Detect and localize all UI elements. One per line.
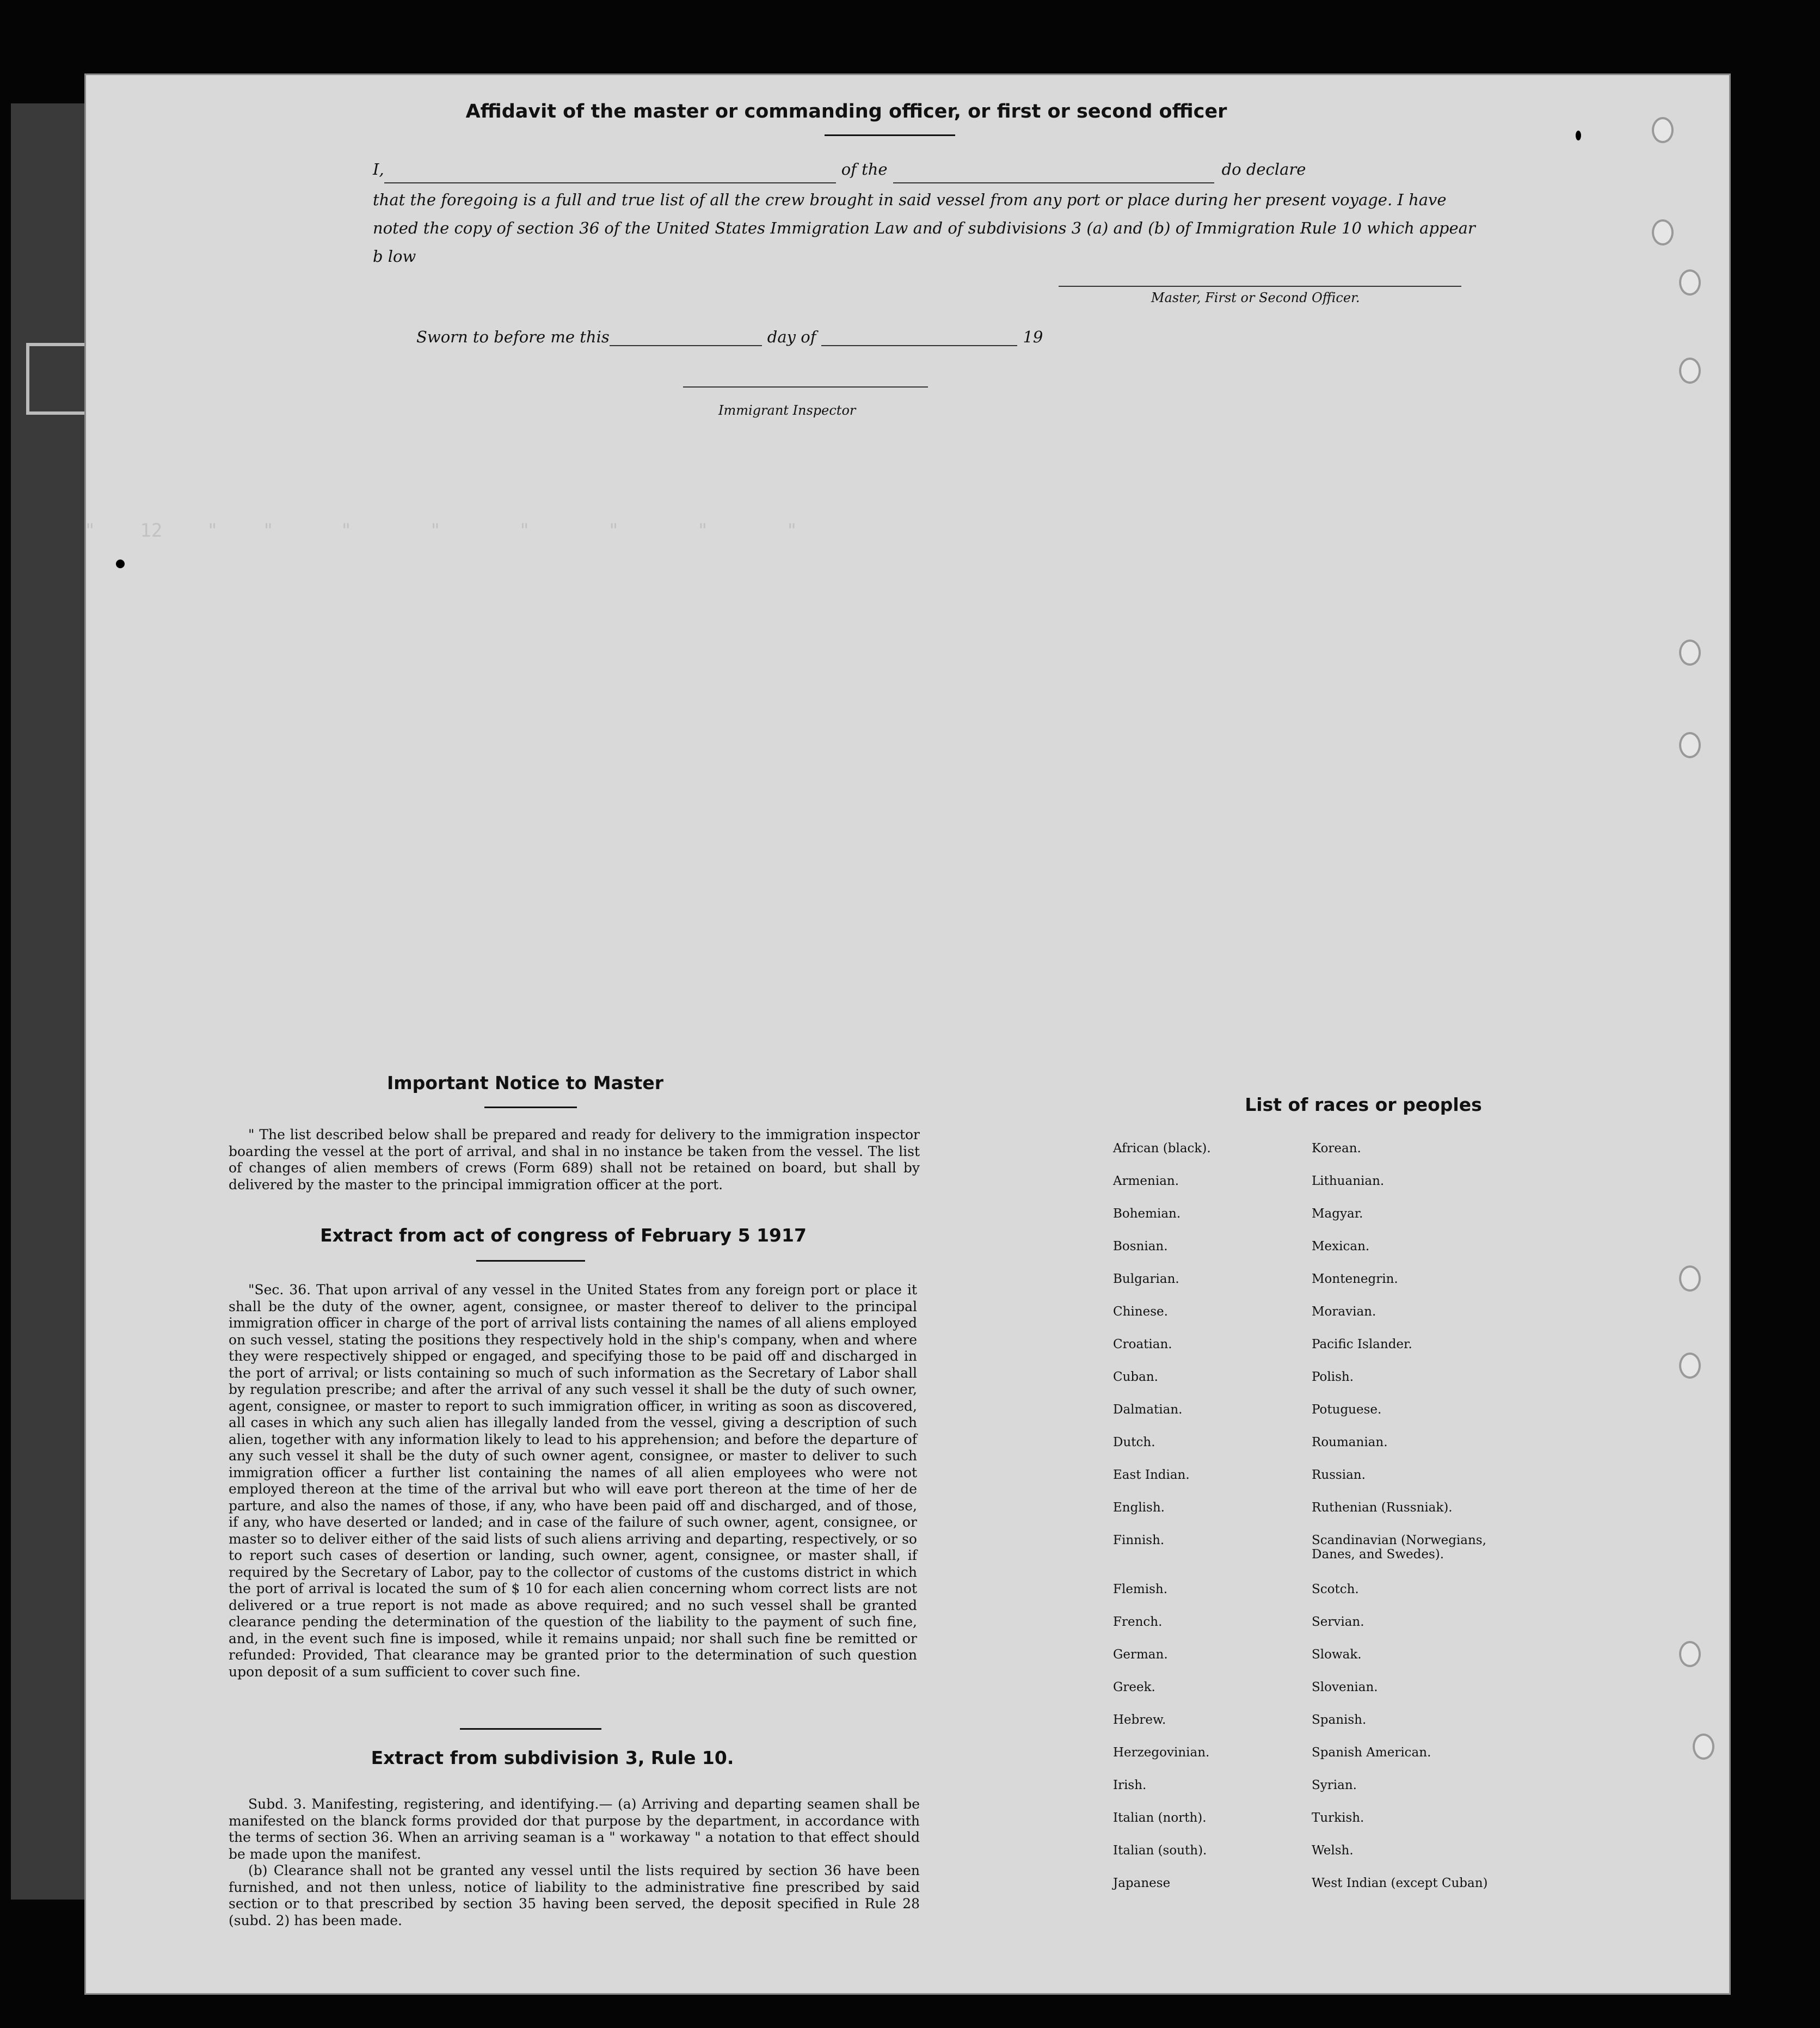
sworn-line xyxy=(416,327,1043,346)
race-item: African (black). xyxy=(1113,1141,1211,1156)
race-item: East Indian. xyxy=(1113,1468,1190,1482)
sworn-label: Sworn to before me this xyxy=(416,328,610,346)
title-rule xyxy=(825,134,955,136)
notice-paragraph: " The list described below shall be prepared and ready for delivery to the immigration inspector boarding the vessel at the port of arrival, and shal in no instance be taken from the vessel. The list of changes of alien members of crews (Form 689) shall not be retained on board, but shall by delivered by the master to the principal immigration officer at the port. xyxy=(229,1127,920,1193)
affidavit-body: that the foregoing is a full and true list of all the crew brought in said vessel from any port or place during her present voyage. I have noted the copy of section 36 of the United States Immigration Law and of subdivisions 3 (a) and (b) of Immigration Rule 10 which appear b low xyxy=(373,190,1475,266)
race-item: Servian. xyxy=(1312,1615,1364,1629)
race-item: English. xyxy=(1113,1501,1165,1515)
race-item: Finnish. xyxy=(1113,1533,1165,1547)
act-extract-text xyxy=(229,1282,917,1680)
vessel-name-field[interactable] xyxy=(893,164,1214,183)
race-item: Flemish. xyxy=(1113,1582,1168,1596)
rule-extract-title: Extract from subdivision 3, Rule 10. xyxy=(371,1747,734,1768)
race-item: Russian. xyxy=(1312,1468,1366,1482)
race-item: Polish. xyxy=(1312,1370,1354,1384)
race-item: Mexican. xyxy=(1312,1239,1370,1253)
act-extract-rule xyxy=(476,1260,585,1262)
binder-hole xyxy=(1679,358,1701,384)
race-item: Turkish. xyxy=(1312,1811,1364,1825)
race-item: Montenegrin. xyxy=(1312,1272,1398,1286)
declare-label: do declare xyxy=(1221,160,1306,179)
inspector-caption: Immigrant Inspector xyxy=(718,403,856,418)
race-item: Cuban. xyxy=(1113,1370,1158,1384)
inspector-signature-line[interactable] xyxy=(683,386,928,388)
race-item: Herzegovinian. xyxy=(1113,1746,1210,1760)
i-label: I, xyxy=(373,160,384,179)
race-item: Spanish. xyxy=(1312,1713,1367,1727)
race-item: Dutch. xyxy=(1113,1435,1155,1449)
signature-line[interactable] xyxy=(1059,286,1461,287)
affidavit-declaration-line xyxy=(373,155,1489,183)
race-item: Greek. xyxy=(1113,1680,1155,1694)
signature-caption: Master, First or Second Officer. xyxy=(1151,290,1360,305)
rule-extract-text xyxy=(229,1796,920,1929)
notice-title: Important Notice to Master xyxy=(387,1072,663,1093)
rule-extract-divider xyxy=(460,1728,601,1730)
affidavit-title: Affidavit of the master or commanding officer, or first or second officer xyxy=(465,101,1227,122)
binder-hole xyxy=(1679,269,1701,296)
bleed-through-row: " 12 " " " " " " " " xyxy=(84,520,798,542)
race-item: Syrian. xyxy=(1312,1778,1357,1792)
master-name-field[interactable] xyxy=(384,164,836,183)
race-item: Slovenian. xyxy=(1312,1680,1378,1694)
race-item: Spanish American. xyxy=(1312,1746,1431,1760)
race-item: Bohemian. xyxy=(1113,1207,1181,1221)
race-item: Potuguese. xyxy=(1312,1403,1382,1417)
race-item: Scotch. xyxy=(1312,1582,1359,1596)
race-item: French. xyxy=(1113,1615,1163,1629)
race-item: Hebrew. xyxy=(1113,1713,1166,1727)
race-item: Pacific Islander. xyxy=(1312,1337,1412,1351)
ink-mark xyxy=(1576,131,1581,140)
race-item: Bosnian. xyxy=(1113,1239,1168,1253)
binder-hole xyxy=(1679,1641,1701,1667)
ink-dot xyxy=(116,560,125,568)
race-item: Irish. xyxy=(1113,1778,1147,1792)
binder-hole xyxy=(1652,219,1674,245)
sworn-month-field[interactable] xyxy=(821,327,1017,346)
race-item: Italian (south). xyxy=(1113,1843,1207,1858)
race-item: Roumanian. xyxy=(1312,1435,1388,1449)
races-title: List of races or peoples xyxy=(1245,1094,1482,1115)
sworn-day-field[interactable] xyxy=(610,327,762,346)
race-item: Croatian. xyxy=(1113,1337,1172,1351)
manifest-back-page xyxy=(84,73,1731,1995)
binder-hole xyxy=(1679,732,1701,758)
underlying-page-edge xyxy=(11,103,93,1900)
race-item: Korean. xyxy=(1312,1141,1361,1156)
notice-text xyxy=(229,1127,920,1193)
binder-hole xyxy=(1693,1734,1714,1760)
race-item: Dalmatian. xyxy=(1113,1403,1183,1417)
act-extract-title: Extract from act of congress of February 5 1917 xyxy=(320,1225,807,1246)
race-item: Moravian. xyxy=(1312,1305,1376,1319)
act-extract-paragraph: "Sec. 36. That upon arrival of any vessel in the United States from any foreign port or place it shall be the duty of the owner, agent, consignee, or master thereof to deliver to the principal immigration officer in charge of the port of arrival lists containing the names of all aliens employed on such vessel, stating the positions they respectively hold in the ship's company, when and where they were respectively shipped or engaged, and specifying those to be paid off and discharged in the port of arrival; or lists containing so much of such information as the Secretary of Labor shall by regulation prescribe; and after the arrival of any such vessel it shall be the duty of such owner, agent, consignee, or master to report to such immigration officer, in writing as soon as discovered, all cases in which any such alien has illegally landed from the vessel, giving a description of such alien, together with any information likely to lead to his apprehension; and before the departure of any such vessel it shall be the duty of such owner agent, consignee, or master to deliver to such immigration officer a further list containing the names of all alien employees who were not employed thereon at the time of the arrival but who will eave port thereon at the time of her de parture, and also the names of those, if any, who have been paid off and discharged, and of those, if any, who have deserted or landed; and in case of the failure of such owner, agent, consignee, or master so to deliver either of the said lists of such aliens arriving and departing, respectively, or so to report such cases of desertion or landing, such owner, agent, consignee, or master shall, if required by the Secretary of Labor, pay to the collector of customs of the customs district in which the port of arrival is located the sum of $ 10 for each alien concerning whom correct lists are not delivered or a true report is not made as above required; and no such vessel shall be granted clearance pending the determination of the question of the liability to the payment of such fine, and, in the event such fine is imposed, while it remains unpaid; nor shall such fine be remitted or refunded: Provided, That clearance may be granted prior to the determination of such question upon deposit of a sum sufficient to cover such fine. xyxy=(229,1282,917,1680)
race-item: Bulgarian. xyxy=(1113,1272,1179,1286)
race-item: Slowak. xyxy=(1312,1648,1362,1662)
race-item: Italian (north). xyxy=(1113,1811,1207,1825)
race-item: Ruthenian (Russniak). xyxy=(1312,1501,1453,1515)
rule-extract-para-b: (b) Clearance shall not be granted any vessel until the lists required by section 36 have been furnished, and not then unless, notice of liability to the administrative fine prescribed by said section or to that prescribed by section 35 having been served, the deposit specified in Rule 28 (subd. 2) has been made. xyxy=(229,1863,920,1928)
affidavit-text xyxy=(373,155,1489,271)
race-item: Chinese. xyxy=(1113,1305,1168,1319)
race-item: Armenian. xyxy=(1113,1174,1179,1188)
race-item: German. xyxy=(1113,1648,1168,1662)
binder-hole xyxy=(1679,1353,1701,1379)
binder-hole xyxy=(1652,117,1674,143)
binder-hole xyxy=(1679,1265,1701,1292)
notice-rule xyxy=(484,1107,577,1108)
race-item: Lithuanian. xyxy=(1312,1174,1385,1188)
day-of-label: day of xyxy=(767,328,816,346)
race-item: Scandinavian (Norwegians, Danes, and Swedes). xyxy=(1312,1533,1486,1562)
race-item: Welsh. xyxy=(1312,1843,1354,1858)
binder-hole xyxy=(1679,640,1701,666)
race-item: Japanese xyxy=(1113,1876,1171,1890)
rule-extract-para-a: Subd. 3. Manifesting, registering, and identifying.— (a) Arriving and departing seamen shall be manifested on the blanck forms provided dor that purpose by the department, in accordance with the terms of section 36. When an arriving seaman is a " workaway " a notation to that effect should be made upon the manifest. xyxy=(229,1796,920,1862)
of-the-label: of the xyxy=(841,160,888,179)
year-label: 19 xyxy=(1023,328,1043,346)
race-item: Magyar. xyxy=(1312,1207,1363,1221)
race-item: West Indian (except Cuban) xyxy=(1312,1876,1488,1890)
